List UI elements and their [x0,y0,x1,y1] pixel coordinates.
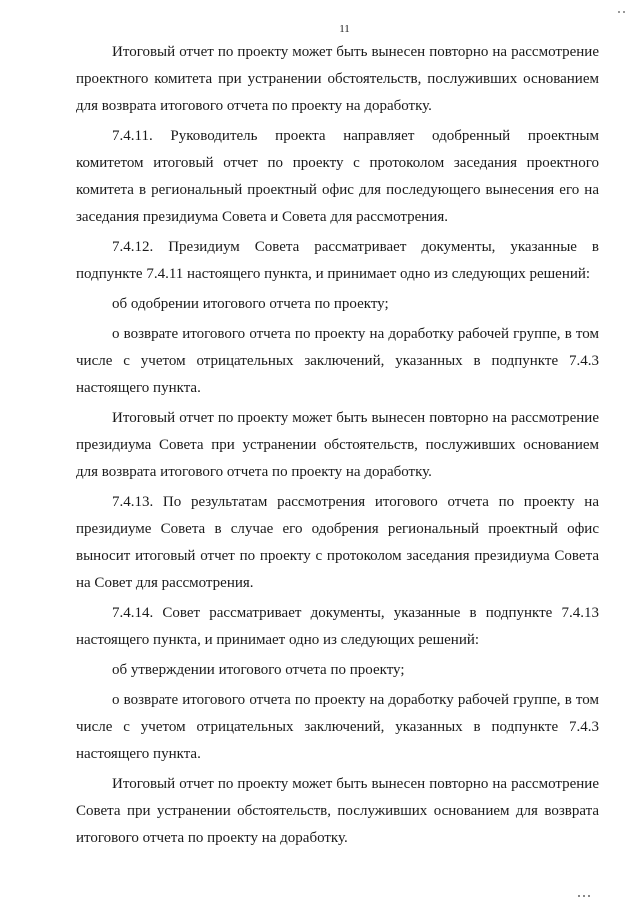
list-item: об одобрении итогового отчета по проекту; [112,296,389,312]
list-item: о возврате итогового отчета по проекту на доработку рабочей группе, в том числе с учетом отрицательных заключений, указанных в подпункте 7.4.3 настоящего пункта. [76,692,599,762]
paragraph: Итоговый отчет по проекту может быть вынесен повторно на рассмотрение Совета при устранении обстоятельств, послуживших основанием для возврата итогового отчета по проекту на доработку. [76,776,599,846]
paragraph: 7.4.12. Президиум Совета рассматривает документы, указанные в подпункте 7.4.11 настоящего пункта, и принимает одно из следующих решений: [76,239,599,282]
list-item: об утверждении итогового отчета по проекту; [112,662,405,678]
list-item: о возврате итогового отчета по проекту на доработку рабочей группе, в том числе с учетом отрицательных заключений, указанных в подпункте 7.4.3 настоящего пункта. [76,326,599,396]
paragraph: 7.4.13. По результатам рассмотрения итогового отчета по проекту на президиуме Совета в случае его одобрения региональный проектный офис выносит итоговый отчет по проекту с протоколом заседания президиума Совета на Совет для рассмотрения. [76,494,599,591]
paragraph: Итоговый отчет по проекту может быть вынесен повторно на рассмотрение президиума Совета при устранении обстоятельств, послуживших основанием для возврата итогового отчета по проекту на доработку. [76,410,599,480]
paragraph: 7.4.11. Руководитель проекта направляет одобренный проектным комитетом итоговый отчет по проекту с протоколом заседания проектного комитета в региональный проектный офис для последующего вынесения его на заседания президиума Совета и Совета для рассмотрения. [76,128,599,225]
scan-mark [618,0,630,3]
page-number: 11 [339,23,350,35]
paragraph: Итоговый отчет по проекту может быть вынесен повторно на рассмотрение проектного комитета при устранении обстоятельств, послуживших основанием для возврата итогового отчета по проекту на доработку. [76,44,599,114]
paragraph: 7.4.14. Совет рассматривает документы, указанные в подпункте 7.4.13 настоящего пункта, и принимает одно из следующих решений: [76,605,599,648]
scan-mark [578,895,600,899]
